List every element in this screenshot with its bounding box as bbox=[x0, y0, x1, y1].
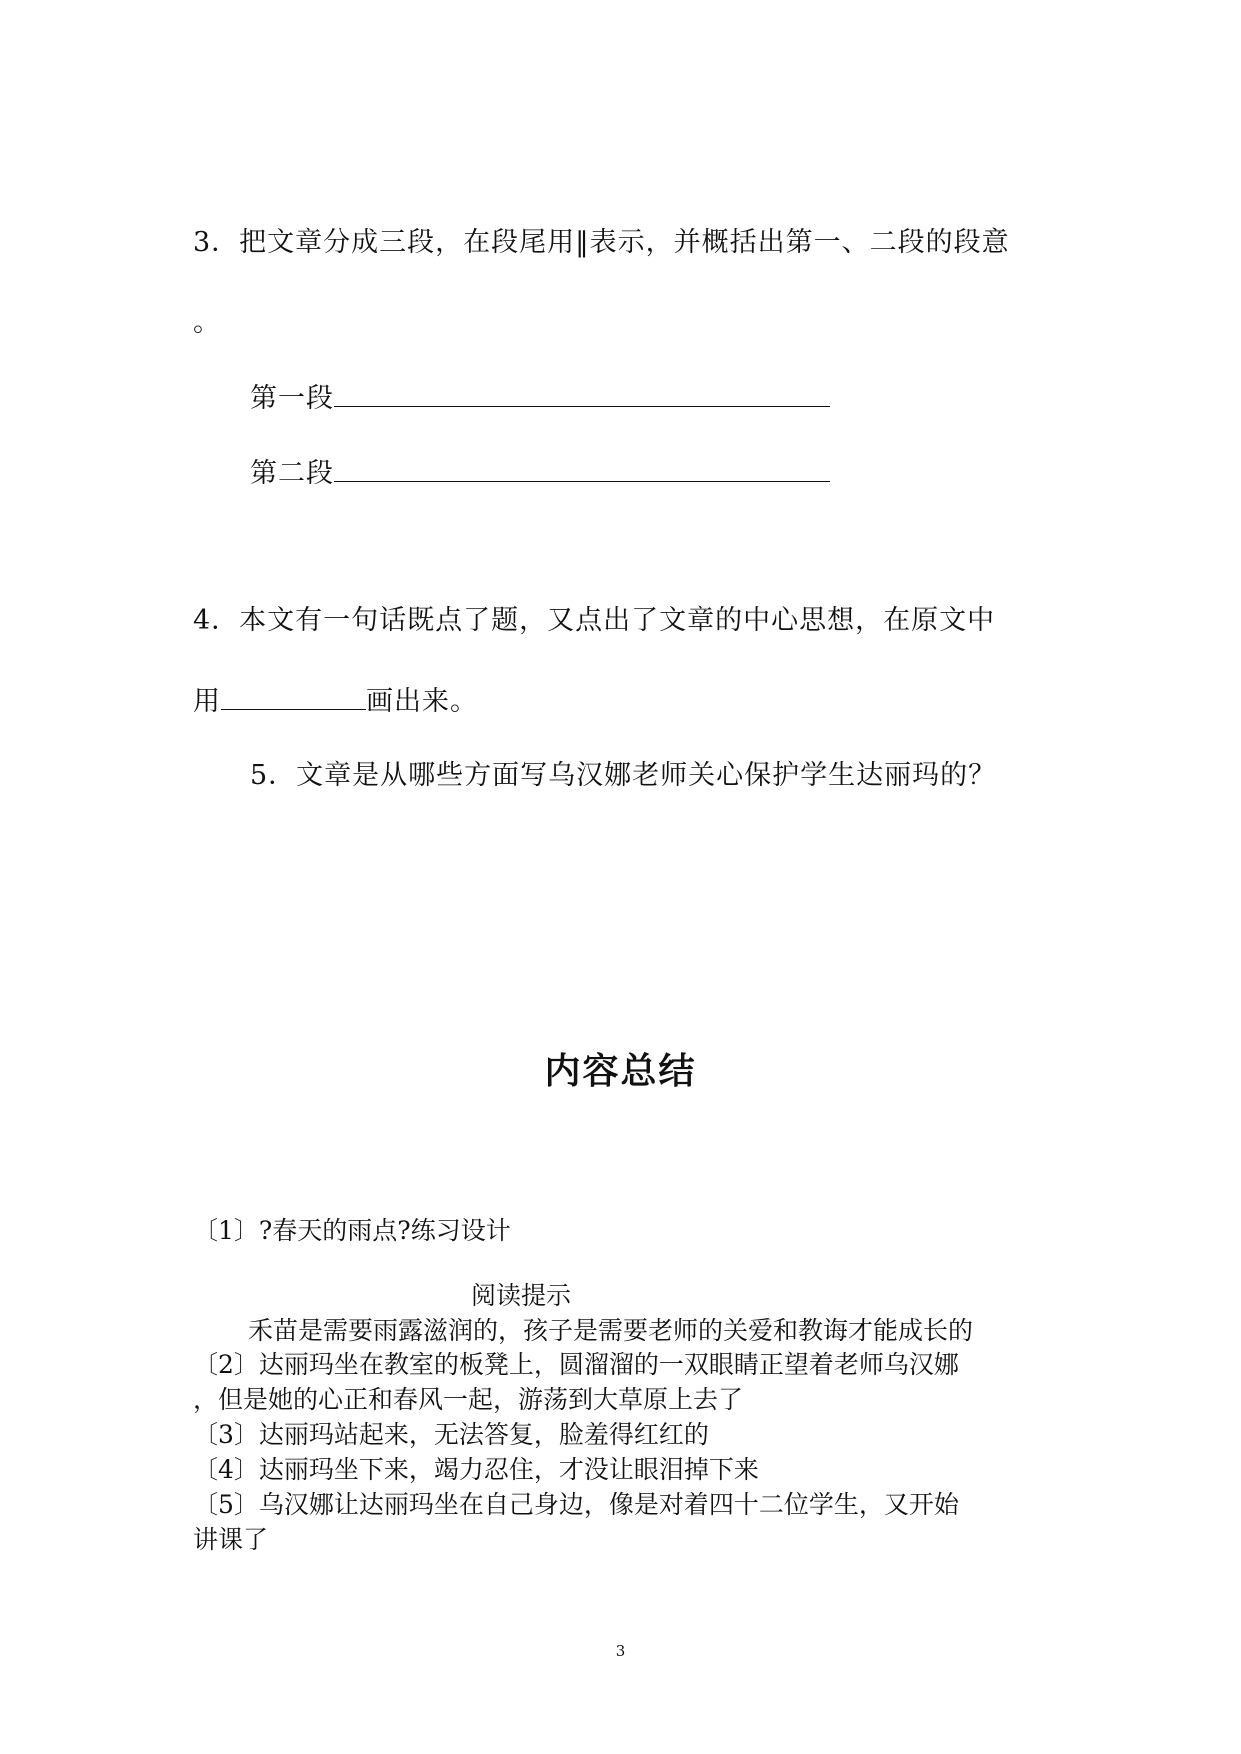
paragraph-2-answer-row bbox=[250, 455, 830, 491]
question-3-line-1: 3．把文章分成三段，在段尾用‖表示，并概括出第一、二段的段意 bbox=[193, 227, 1010, 258]
summary-item-2-line-1: 〔2〕达丽玛坐在教室的板凳上，圆溜溜的一双眼睛正望着老师乌汉娜 bbox=[193, 1350, 959, 1379]
paragraph-2-answer-blank[interactable] bbox=[334, 455, 830, 482]
page-number: 3 bbox=[615, 1642, 626, 1660]
paragraph-1-answer-blank[interactable] bbox=[334, 380, 830, 407]
summary-item-3: 〔3〕达丽玛站起来，无法答复，脸羞得红红的 bbox=[193, 1420, 709, 1449]
summary-item-2-line-2: ，但是她的心正和春风一起，游荡到大草原上去了 bbox=[193, 1385, 744, 1414]
question-3-line-2: 。 bbox=[193, 307, 221, 338]
question-4-prefix: 用 bbox=[193, 686, 221, 717]
paragraph-2-label: 第二段 bbox=[250, 458, 334, 489]
reading-hint-heading: 阅读提示 bbox=[471, 1281, 572, 1310]
summary-title: 内容总结 bbox=[544, 1051, 697, 1092]
summary-item-4: 〔4〕达丽玛坐下来，竭力忍住，才没让眼泪掉下来 bbox=[193, 1455, 759, 1484]
summary-item-1: 〔1〕?春天的雨点?练习设计 bbox=[193, 1216, 511, 1245]
question-4-answer-blank[interactable] bbox=[221, 683, 366, 710]
summary-item-5-line-1: 〔5〕乌汉娜让达丽玛坐在自己身边，像是对着四十二位学生，又开始 bbox=[193, 1490, 959, 1519]
question-4-suffix: 画出来。 bbox=[366, 686, 478, 717]
summary-item-5-line-2: 讲课了 bbox=[193, 1525, 269, 1554]
reading-hint-text: 禾苗是需要雨露滋润的，孩子是需要老师的关爱和教诲才能成长的 bbox=[248, 1316, 974, 1345]
paragraph-1-label: 第一段 bbox=[250, 383, 334, 414]
question-4-line-2 bbox=[193, 683, 478, 719]
paragraph-1-answer-row bbox=[250, 380, 830, 416]
question-4-line-1: 4．本文有一句话既点了题，又点出了文章的中心思想，在原文中 bbox=[193, 605, 996, 636]
question-5: 5．文章是从哪些方面写乌汉娜老师关心保护学生达丽玛的？ bbox=[250, 760, 997, 791]
